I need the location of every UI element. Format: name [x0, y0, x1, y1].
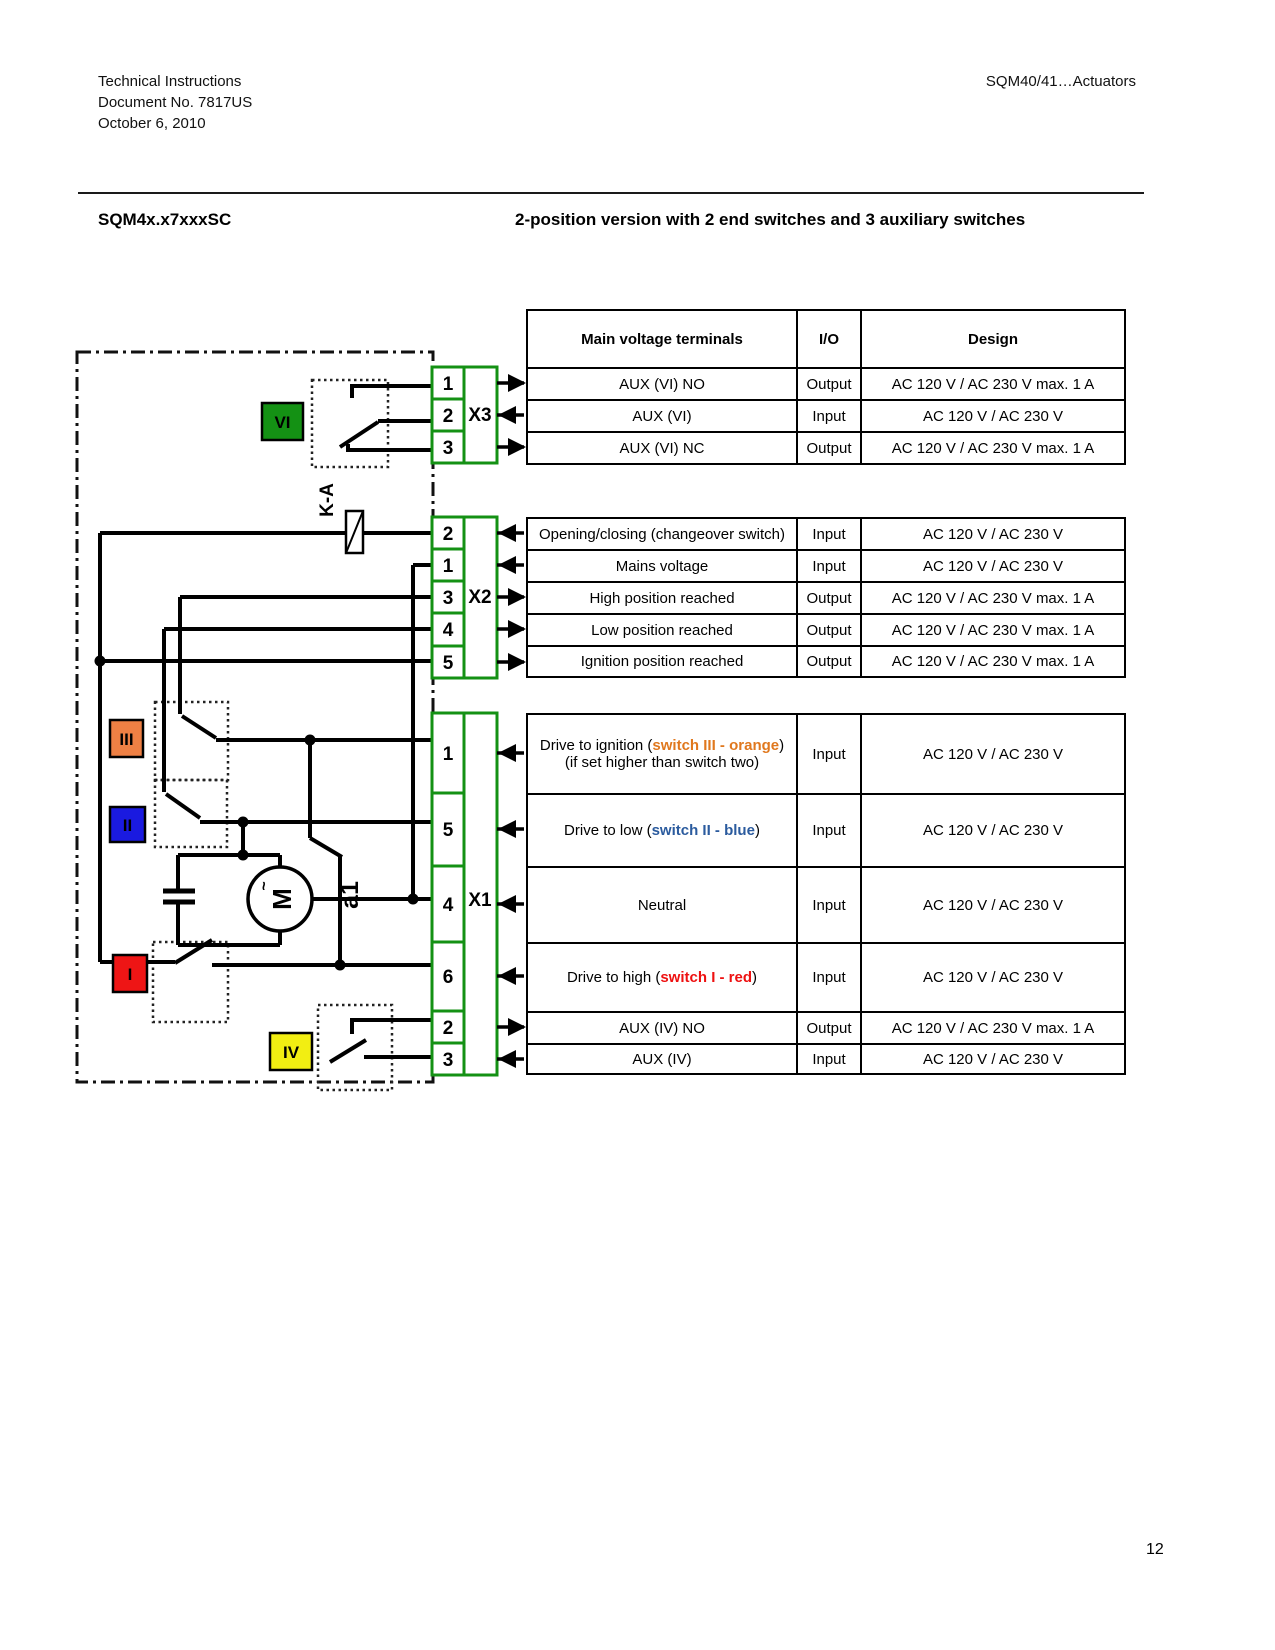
- terminal-cell: AUX (VI) NO: [528, 369, 798, 399]
- switch-iv-label: IV: [282, 1043, 300, 1062]
- terminal-note: (if set higher than switch two): [564, 754, 760, 771]
- terminal-number: 2: [442, 406, 454, 427]
- arrow-input: [498, 895, 516, 913]
- terminal-block-x3-label: X3: [468, 405, 492, 426]
- terminal-number: 3: [442, 588, 454, 609]
- io-cell: Input: [798, 1045, 862, 1073]
- x1-table: [526, 713, 1126, 1075]
- switch-ii-reference: switch II - blue: [651, 822, 755, 839]
- terminal-number: 3: [442, 1050, 454, 1071]
- io-cell: Input: [798, 715, 862, 793]
- section-model: SQM4x.x7xxxSC: [98, 210, 232, 229]
- relay-label: K-A: [317, 483, 338, 517]
- terminal-number: 4: [442, 895, 454, 916]
- arrow-input: [498, 744, 516, 762]
- terminal-number: 6: [442, 967, 454, 988]
- table-row: [528, 613, 1124, 645]
- terminal-block-x3: [432, 367, 497, 463]
- io-cell: Input: [798, 944, 862, 1011]
- terminal-text: Drive to low (: [564, 822, 652, 839]
- terminal-number: 2: [442, 524, 454, 545]
- io-cell: Output: [798, 615, 862, 645]
- table-row: [528, 942, 1124, 1011]
- design-cell: AC 120 V / AC 230 V max. 1 A: [891, 653, 1095, 670]
- table-row: [528, 519, 1124, 549]
- table-row: [528, 367, 1124, 399]
- terminal-cell: [528, 795, 798, 866]
- design-cell: AC 120 V / AC 230 V: [922, 1050, 1064, 1068]
- table-row: [528, 715, 1124, 793]
- terminal-cell: Mains voltage: [528, 551, 798, 581]
- io-cell: Input: [798, 401, 862, 431]
- io-cell: Output: [798, 433, 862, 463]
- io-cell: Output: [798, 369, 862, 399]
- motor-label: M: [267, 888, 297, 910]
- terminal-number: 2: [442, 1018, 454, 1039]
- design-cell: AC 120 V / AC 230 V max. 1 A: [891, 1019, 1095, 1037]
- terminal-text: Drive to high (: [566, 969, 661, 986]
- terminal-block-x1: [432, 713, 497, 1075]
- terminal-cell: AUX (VI) NC: [528, 433, 798, 463]
- header-line-title: Technical Instructions: [98, 73, 242, 90]
- arrow-output: [508, 653, 526, 671]
- terminal-number: 1: [442, 374, 454, 395]
- switch-i-label: I: [127, 965, 133, 984]
- design-cell: AC 120 V / AC 230 V max. 1 A: [891, 589, 1095, 607]
- x3-table: [526, 309, 1126, 465]
- table-row: [528, 793, 1124, 866]
- table-header-row: [528, 311, 1124, 367]
- column-header-design: Design: [967, 330, 1018, 348]
- design-cell: AC 120 V / AC 230 V: [922, 407, 1064, 425]
- terminal-block-x2-label: X2: [468, 587, 492, 608]
- table-row: [528, 549, 1124, 581]
- arrow-output: [508, 588, 526, 606]
- switch-i-reference: switch I - red: [660, 969, 753, 986]
- arrow-input: [498, 556, 516, 574]
- io-cell: Input: [798, 519, 862, 549]
- header-line-date: October 6, 2010: [98, 115, 206, 132]
- design-cell: AC 120 V / AC 230 V: [922, 525, 1064, 543]
- arrow-output: [508, 620, 526, 638]
- a1-switch-blade: [310, 838, 342, 857]
- table-row: [528, 1043, 1124, 1073]
- table-row: [528, 399, 1124, 431]
- section-title: 2-position version with 2 end switches and 3 auxiliary switches: [515, 210, 1026, 229]
- page-number: 12: [1146, 1541, 1164, 1558]
- column-header-io: I/O: [798, 311, 862, 367]
- switch-ii-blade: [166, 794, 200, 818]
- arrow-input: [498, 820, 516, 838]
- design-cell: AC 120 V / AC 230 V max. 1 A: [891, 621, 1095, 639]
- terminal-cell: Opening/closing (changeover switch): [528, 519, 798, 549]
- arrow-input: [498, 967, 516, 985]
- arrow-output: [508, 374, 526, 392]
- terminal-cell: Low position reached: [528, 615, 798, 645]
- terminal-number: 1: [442, 556, 454, 577]
- terminal-number: 3: [442, 438, 454, 459]
- arrow-output: [508, 1018, 526, 1036]
- io-cell: Output: [798, 1013, 862, 1043]
- table-row: [528, 645, 1124, 676]
- table-row: [528, 581, 1124, 613]
- terminal-cell: Neutral: [528, 868, 798, 942]
- design-cell: AC 120 V / AC 230 V max. 1 A: [891, 439, 1095, 457]
- switch-iii-reference: switch III - orange: [652, 737, 780, 754]
- switch-vi-label: VI: [274, 413, 291, 432]
- design-cell: AC 120 V / AC 230 V: [922, 969, 1064, 986]
- arrow-input: [498, 406, 516, 424]
- switch-iii-label: III: [119, 730, 134, 749]
- terminal-cell: Ignition position reached: [528, 647, 798, 676]
- header-line-docno: Document No. 7817US: [98, 94, 253, 111]
- arrow-output: [508, 438, 526, 456]
- io-cell: Output: [798, 583, 862, 613]
- io-cell: Input: [798, 551, 862, 581]
- io-cell: Input: [798, 868, 862, 942]
- arrow-input: [498, 1050, 516, 1068]
- terminal-cell: AUX (IV): [528, 1045, 798, 1073]
- table-row: [528, 1011, 1124, 1043]
- signal-arrows: [497, 374, 526, 1068]
- design-cell: AC 120 V / AC 230 V: [922, 557, 1064, 575]
- capacitor-icon: [163, 891, 195, 902]
- design-cell: AC 120 V / AC 230 V: [922, 896, 1064, 914]
- terminal-text: Drive to ignition (: [539, 737, 653, 754]
- motor-icon: [248, 867, 312, 931]
- a1-switch-label: a1: [336, 881, 364, 909]
- io-cell: Input: [798, 795, 862, 866]
- terminal-text: ): [752, 969, 758, 986]
- terminal-cell: AUX (IV) NO: [528, 1013, 798, 1043]
- io-cell: Output: [798, 647, 862, 676]
- terminal-cell: AUX (VI): [528, 401, 798, 431]
- terminal-number: 4: [442, 620, 454, 641]
- relay-coil: [346, 511, 363, 553]
- design-cell: AC 120 V / AC 230 V max. 1 A: [891, 375, 1095, 393]
- terminal-block-x2: [432, 517, 497, 678]
- terminal-text: ): [754, 822, 760, 839]
- x2-table: [526, 517, 1126, 678]
- terminal-number: 1: [442, 744, 454, 765]
- header-right: SQM40/41…Actuators: [985, 73, 1136, 90]
- terminal-cell: High position reached: [528, 583, 798, 613]
- design-cell: AC 120 V / AC 230 V: [922, 822, 1064, 839]
- terminal-number: 5: [442, 653, 454, 674]
- terminal-number: 5: [442, 820, 454, 841]
- switch-vi-blade: [340, 422, 378, 447]
- terminal-cell: [528, 944, 798, 1011]
- switch-iv-blade: [330, 1040, 366, 1062]
- motor-ac-symbol: ~: [256, 881, 273, 891]
- wires: [100, 386, 433, 1062]
- terminal-text: ): [779, 737, 785, 754]
- table-row: [528, 431, 1124, 463]
- column-header-terminals: Main voltage terminals: [528, 311, 798, 367]
- arrow-input: [498, 524, 516, 542]
- design-cell: AC 120 V / AC 230 V: [922, 745, 1064, 763]
- terminal-cell: [528, 715, 798, 793]
- table-row: [528, 866, 1124, 942]
- terminal-block-x1-label: X1: [468, 890, 492, 911]
- switch-iii-blade: [182, 716, 216, 738]
- switch-ii-label: II: [122, 816, 133, 835]
